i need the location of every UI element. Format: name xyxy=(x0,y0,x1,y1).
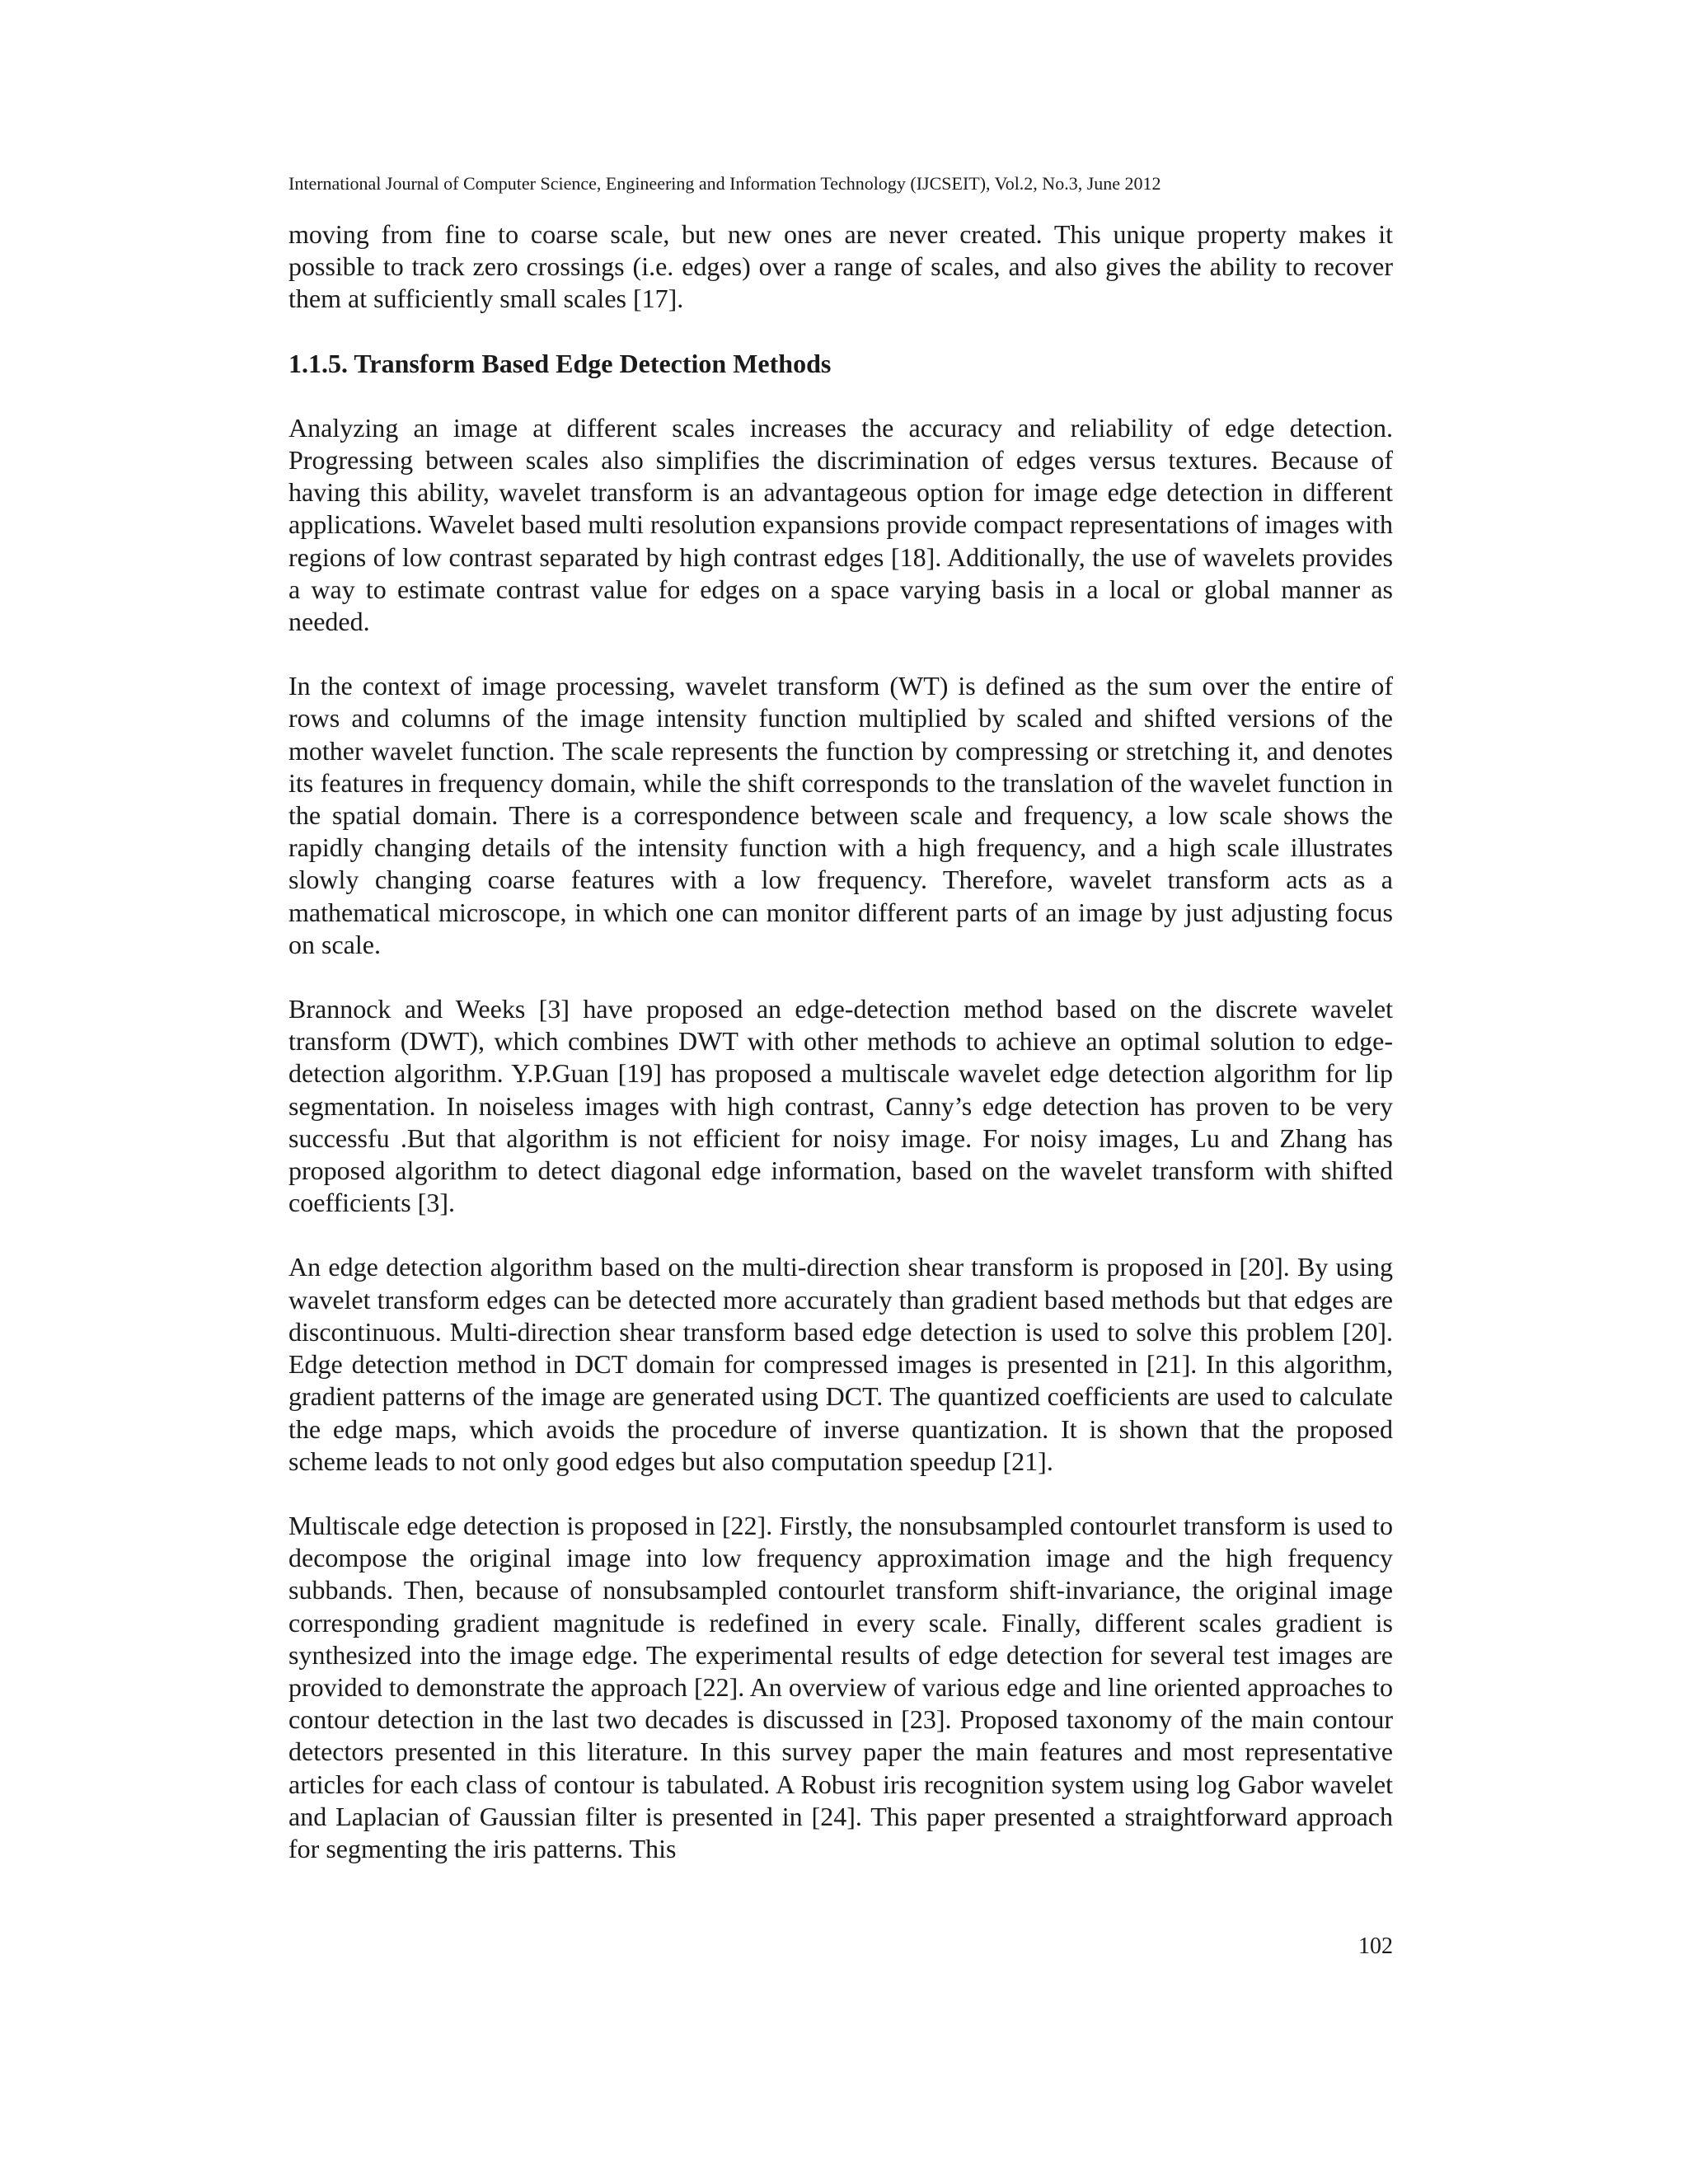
body-text xyxy=(288,218,1393,1897)
paragraph-shear-dct-methods: An edge detection algorithm based on the multi-direction shear transform is proposed in [20]. By using wavelet transform edges can be detected more accurately than gradient based methods but that edges are discontinuous. Multi-direction shear transform based edge detection is used to solve this problem [20]. Edge detection method in DCT domain for compressed images is presented in [21]. In this algorithm, gradient patterns of the image are generated using DCT. The quantized coefficients are used to calculate the edge maps, which avoids the procedure of inverse quantization. It is shown that the proposed scheme leads to not only good edges but also computation speedup [21]. xyxy=(288,1252,1393,1476)
paragraph-wavelet-definition: In the context of image processing, wavelet transform (WT) is defined as the sum over the entire of rows and columns of the image intensity function multiplied by scaled and shifted versions of the mother wavelet function. The scale represents the function by compressing or stretching it, and denotes its features in frequency domain, while the shift corresponds to the translation of the wavelet function in the spatial domain. There is a correspondence between scale and frequency, a low scale shows the rapidly changing details of the intensity function with a high frequency, and a high scale illustrates slowly changing coarse features with a low frequency. Therefore, wavelet transform acts as a mathematical microscope, in which one can monitor different parts of an image by just adjusting focus on scale. xyxy=(288,671,1393,959)
running-header: International Journal of Computer Science, Engineering and Information Technology (IJCSEIT), Vol.2, No.3, June 2012 xyxy=(288,173,1161,194)
paragraph-dwt-methods: Brannock and Weeks [3] have proposed an edge-detection method based on the discrete wavelet transform (DWT), which combines DWT with other methods to achieve an optimal solution to edge-detection algorithm. Y.P.Guan [19] has proposed a multiscale wavelet edge detection algorithm for lip segmentation. In noiseless images with high contrast, Canny’s edge detection has proven to be very successfu .But that algorithm is not efficient for noisy image. For noisy images, Lu and Zhang has proposed algorithm to detect diagonal edge information, based on the wavelet transform with shifted coefficients [3]. xyxy=(288,994,1393,1218)
paragraph-multiscale-analysis: Analyzing an image at different scales increases the accuracy and reliability of edge detection. Progressing between scales also simplifies the discrimination of edges versus textures. Because of having this ability, wavelet transform is an advantageous option for image edge detection in different applications. Wavelet based multi resolution expansions provide compact representations of images with regions of low contrast separated by high contrast edges [18]. Additionally, the use of wavelets provides a way to estimate contrast value for edges on a space varying basis in a local or global manner as needed. xyxy=(288,412,1393,637)
paragraph-contourlet-methods: Multiscale edge detection is proposed in [22]. Firstly, the nonsubsampled contourlet transform is used to decompose the original image into low frequency approximation image and the high frequency subbands. Then, because of nonsubsampled contourlet transform shift-invariance, the original image corresponding gradient magnitude is redefined in every scale. Finally, different scales gradient is synthesized into the image edge. The experimental results of edge detection for several test images are provided to demonstrate the approach [22]. An overview of various edge and line oriented approaches to contour detection in the last two decades is discussed in [23]. Proposed taxonomy of the main contour detectors presented in this literature. In this survey paper the main features and most representative articles for each class of contour is tabulated. A Robust iris recognition system using log Gabor wavelet and Laplacian of Gaussian filter is presented in [24]. This paper presented a straightforward approach for segmenting the iris patterns. This xyxy=(288,1510,1393,1863)
section-heading: 1.1.5. Transform Based Edge Detection Methods xyxy=(288,348,832,378)
page-number: 102 xyxy=(1358,1933,1393,1959)
paragraph-continuation: moving from fine to coarse scale, but new ones are never created. This unique property makes it possible to track zero crossings (i.e. edges) over a range of scales, and also gives the ability to recover them at sufficiently small scales [17]. xyxy=(288,219,1393,314)
